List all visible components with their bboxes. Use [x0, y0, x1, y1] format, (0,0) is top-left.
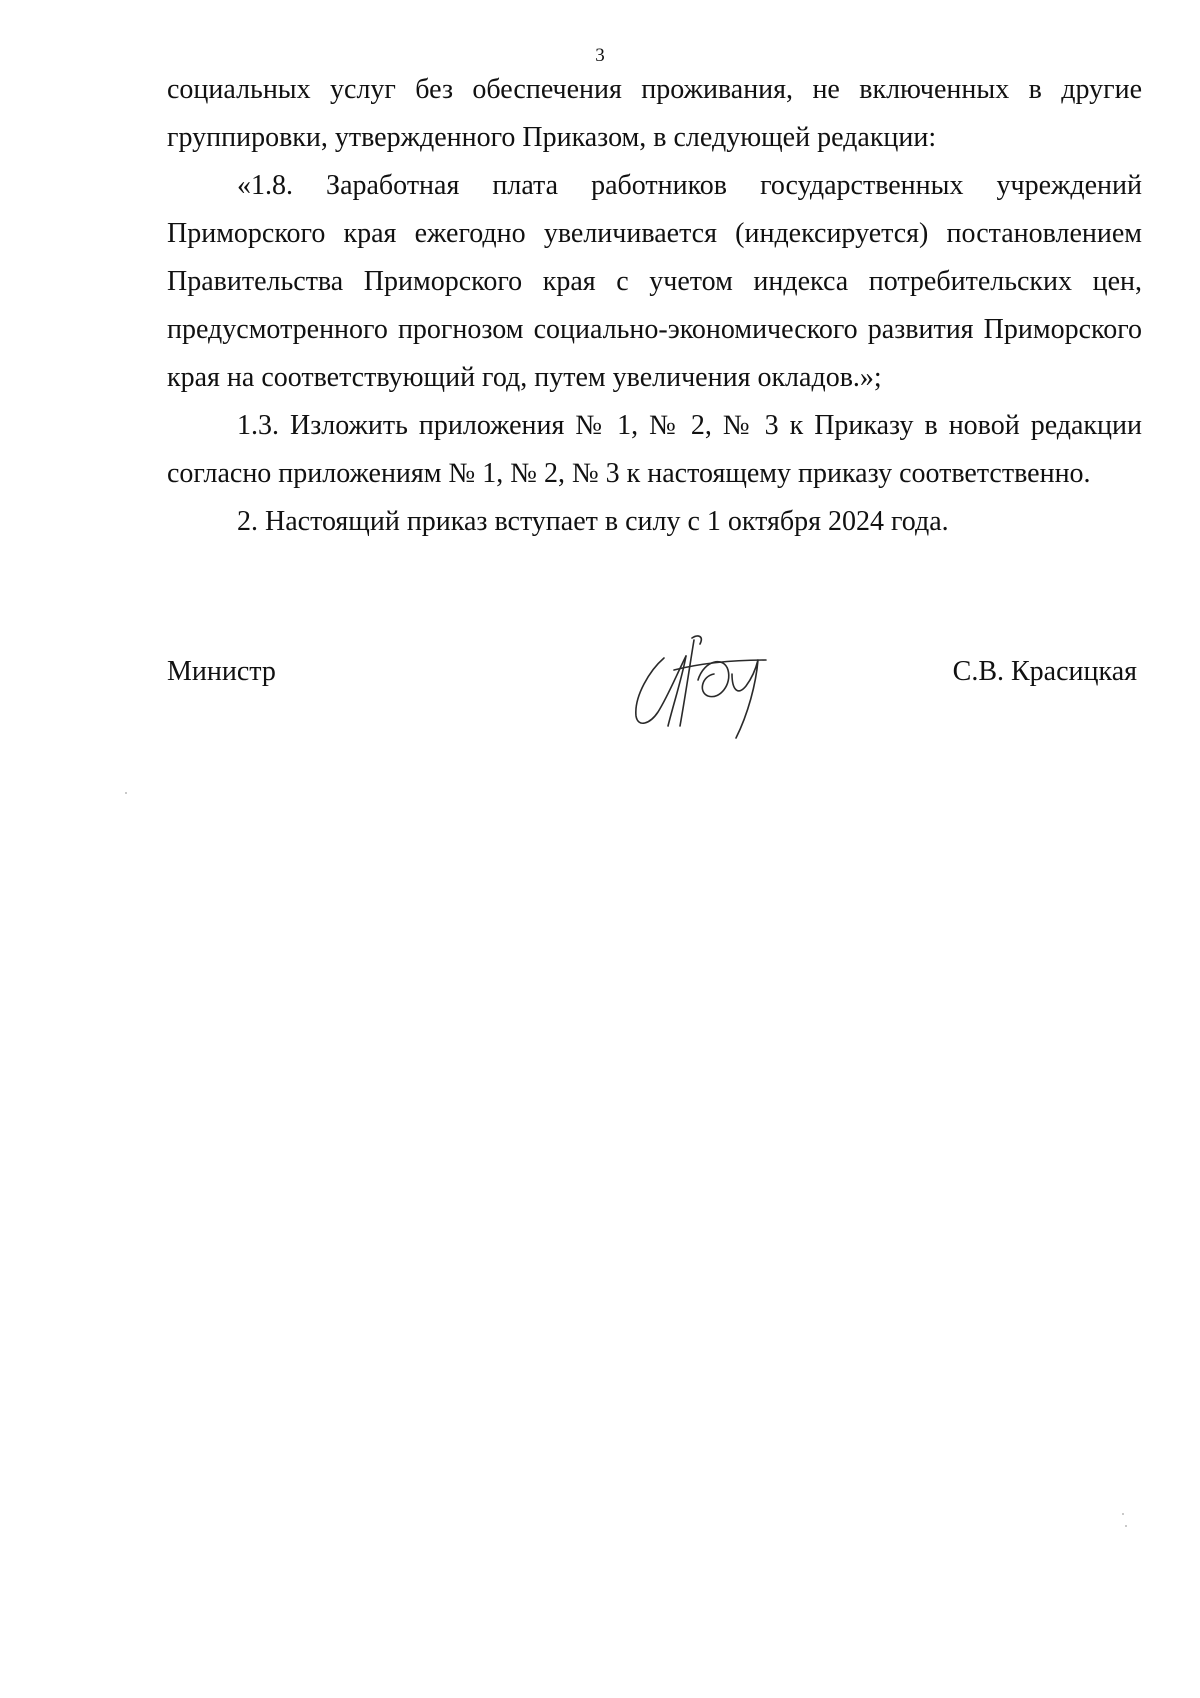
- handwritten-signature: [628, 630, 788, 745]
- scan-speck: [1122, 1513, 1124, 1515]
- paragraph-continuation: социальных услуг без обеспечения проживания, не включенных в другие группировки, утвержденного Приказом, в следующей редакции:: [167, 74, 1142, 153]
- paragraph-item-2: 2. Настоящий приказ вступает в силу с 1 октября 2024 года.: [237, 506, 949, 537]
- signatory-name: С.В. Красицкая: [952, 656, 1137, 687]
- scan-speck: [1125, 1525, 1127, 1527]
- paragraph-item-1-3: 1.3. Изложить приложения № 1, № 2, № 3 к Приказу в новой редакции согласно приложениям № 1, № 2, № 3 к настоящему приказу соответственно.: [167, 410, 1142, 489]
- scan-speck: [125, 792, 127, 794]
- page-number: 3: [595, 45, 605, 66]
- document-body: [167, 66, 1142, 546]
- signatory-title: Министр: [167, 656, 276, 687]
- paragraph-item-1-8: «1.8. Заработная плата работников государственных учреждений Приморского края ежегодно увеличивается (индексируется) постановлением Правительства Приморского края с учетом индекса потребительских цен, предусмотренного прогнозом социально-экономического развития Приморского края на соответствующий год, путем увеличения окладов.»;: [167, 170, 1142, 393]
